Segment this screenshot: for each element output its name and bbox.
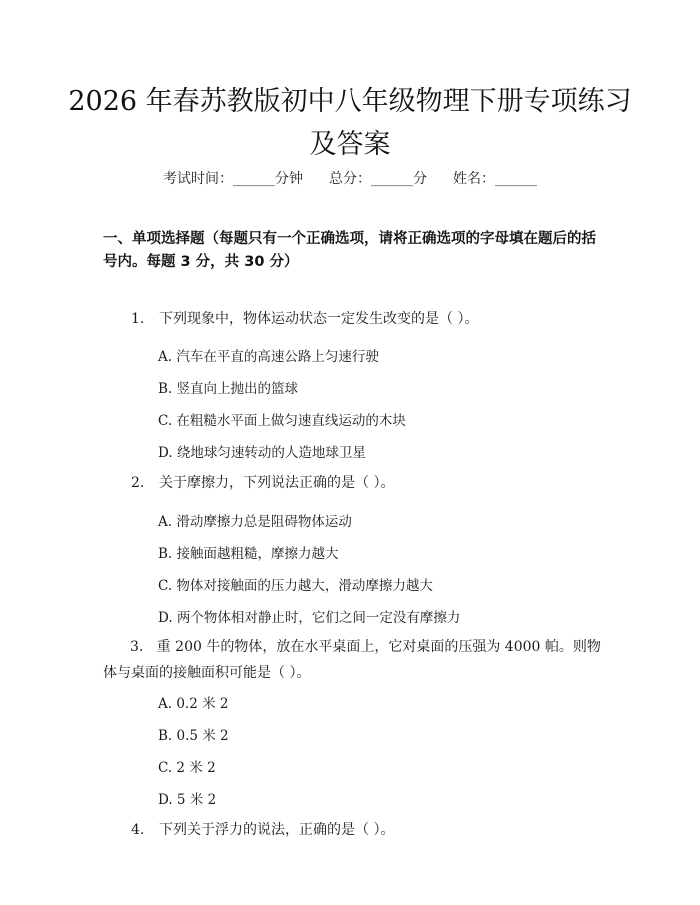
question-number: 4. [131, 822, 145, 838]
exam-info [0, 168, 700, 188]
question-stem: 下列关于浮力的说法，正确的是（ ）。 [159, 822, 395, 838]
question-3-option-b: B. 0.5 米 2 [158, 728, 229, 744]
question-1-option-c: C. 在粗糙水平面上做匀速直线运动的木块 [158, 413, 406, 429]
question-stem: 重 200 牛的物体，放在水平桌面上，它对桌面的压强为 4000 帕。则物体与桌面的接触面积可能是（ ）。 [103, 639, 601, 681]
student-name: 姓名：______ [453, 171, 537, 187]
question-1-option-d: D. 绕地球匀速转动的人造地球卫星 [158, 445, 366, 461]
question-stem: 关于摩擦力，下列说法正确的是（ ）。 [159, 475, 395, 491]
question-1-option-b: B. 竖直向上抛出的篮球 [158, 381, 299, 397]
question-2 [131, 470, 394, 496]
section-heading: 一、单项选择题（每题只有一个正确选项，请将正确选项的字母填在题后的括号内。每题 3 分，共 30 分） [103, 231, 596, 270]
total-score: 总分：______分 [329, 171, 427, 187]
question-2-option-a: A. 滑动摩擦力总是阻碍物体运动 [158, 514, 352, 530]
question-1 [131, 306, 478, 332]
question-number: 2. [131, 475, 145, 491]
question-2-option-c: C. 物体对接触面的压力越大，滑动摩擦力越大 [158, 578, 433, 594]
question-3-option-c: C. 2 米 2 [158, 760, 216, 776]
question-number: 3. [130, 639, 144, 655]
question-number: 1. [131, 311, 145, 327]
question-3-option-d: D. 5 米 2 [158, 792, 217, 808]
question-4 [131, 817, 394, 843]
question-3 [103, 634, 603, 686]
question-1-option-a: A. 汽车在平直的高速公路上匀速行驶 [158, 349, 379, 365]
document-title: 2026 年春苏教版初中八年级物理下册专项练习及答案 [68, 86, 632, 160]
question-3-option-a: A. 0.2 米 2 [158, 696, 229, 712]
question-stem: 下列现象中，物体运动状态一定发生改变的是（ ）。 [159, 311, 479, 327]
question-2-option-b: B. 接触面越粗糙，摩擦力越大 [158, 546, 339, 562]
question-2-option-d: D. 两个物体相对静止时，它们之间一定没有摩擦力 [158, 610, 461, 626]
exam-time: 考试时间：______分钟 [163, 171, 303, 187]
